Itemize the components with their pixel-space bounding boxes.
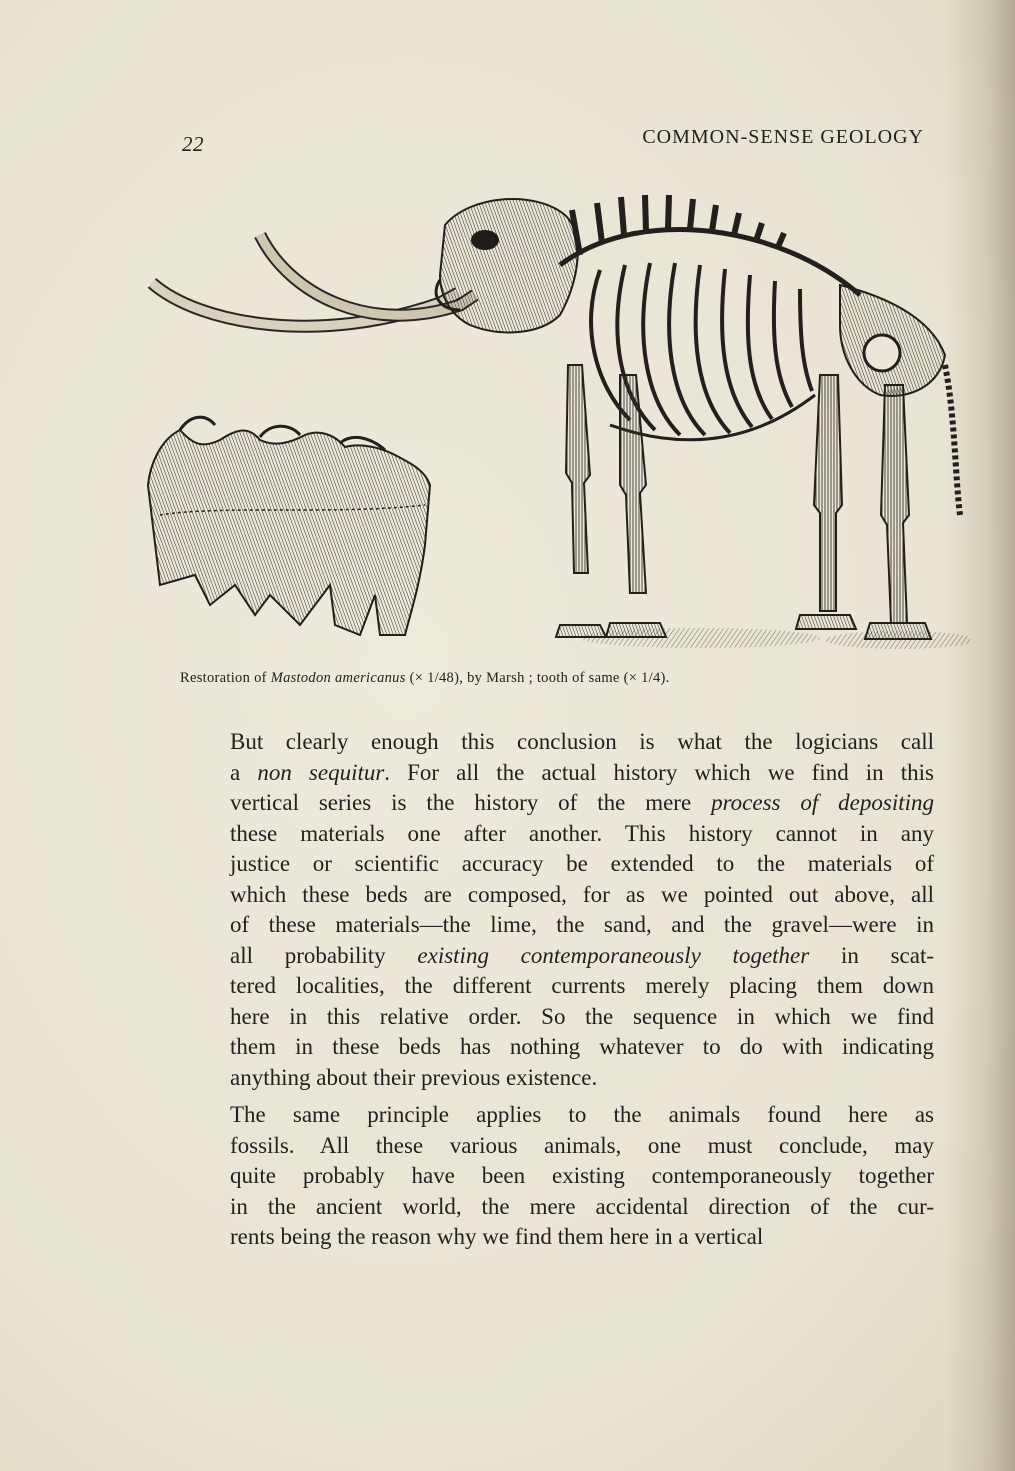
- rib-cage: [560, 195, 860, 440]
- text-run: in scat-: [809, 942, 934, 968]
- text-run: . For all the actual history which we find in this: [384, 759, 935, 785]
- text-line: [188, 1192, 934, 1223]
- text-run: here in this relative order. So the sequence in which we find: [230, 1003, 934, 1029]
- text-run: in the ancient world, the mere accidental direction of the cur-: [230, 1193, 934, 1219]
- caption-suffix: (× 1/48), by Marsh ; tooth of same (× 1/4).: [405, 670, 670, 686]
- mastodon-illustration: [140, 185, 970, 670]
- text-line: [188, 910, 934, 941]
- running-title: COMMON-SENSE GEOLOGY: [642, 126, 924, 148]
- text-run: of these materials—the lime, the sand, and the gravel—were in: [230, 912, 934, 937]
- skull: [436, 199, 578, 332]
- italic-phrase: process of depositing: [711, 790, 934, 815]
- front-legs: [556, 365, 666, 637]
- text-line: [188, 849, 934, 880]
- text-run: fossils. All these various animals, one must conclude, may: [230, 1132, 934, 1158]
- text-run: The same principle applies to the animals found here as: [230, 1102, 934, 1127]
- text-line: [188, 1063, 934, 1094]
- text-line: [188, 819, 934, 850]
- tusks: [152, 235, 475, 326]
- caption-species: Mastodon americanus: [270, 670, 406, 686]
- page-header: [182, 126, 924, 160]
- text-run: But clearly enough this conclusion is what the logicians call: [230, 729, 934, 754]
- hind-legs: [796, 375, 931, 639]
- text-run: quite probably have been existing contemporaneously together: [230, 1163, 934, 1188]
- text-run: justice or scientific accuracy be extended to the materials of: [230, 851, 934, 876]
- text-line: [188, 758, 934, 789]
- text-line: [188, 1161, 934, 1192]
- mastodon-tooth: [148, 417, 430, 635]
- text-line: [188, 941, 934, 972]
- paragraph: [188, 1100, 934, 1253]
- italic-phrase: existing contemporaneously together: [417, 942, 810, 968]
- text-run: these materials one after another. This history cannot in any: [230, 820, 934, 846]
- text-line: [188, 727, 934, 758]
- text-run: rents being the reason why we find them here in a vertical: [230, 1224, 764, 1249]
- page-number: 22: [182, 132, 204, 156]
- text-run: vertical series is the history of the mere: [230, 790, 712, 815]
- text-line: [188, 788, 934, 819]
- text-line: [188, 1002, 934, 1033]
- text-line: [188, 1131, 934, 1162]
- text-line: [188, 1222, 934, 1253]
- text-run: all probability: [230, 942, 418, 968]
- body-text: [188, 727, 934, 1253]
- text-line: [188, 1100, 934, 1131]
- caption-prefix: Restoration of: [180, 670, 271, 686]
- mastodon-engraving: [140, 185, 970, 670]
- paragraph: [188, 727, 934, 1093]
- text-run: which these beds are composed, for as we pointed out above, all: [230, 881, 934, 907]
- text-run: a: [230, 759, 258, 785]
- text-line: [188, 880, 934, 911]
- italic-phrase: non sequitur: [257, 759, 385, 785]
- text-line: [188, 1032, 934, 1063]
- text-line: [188, 971, 934, 1002]
- figure-caption: [180, 670, 950, 687]
- text-run: them in these beds has nothing whatever to do with indicating: [230, 1034, 934, 1059]
- text-run: anything about their previous existence.: [230, 1064, 598, 1090]
- text-run: tered localities, the different currents merely placing them down: [230, 973, 934, 998]
